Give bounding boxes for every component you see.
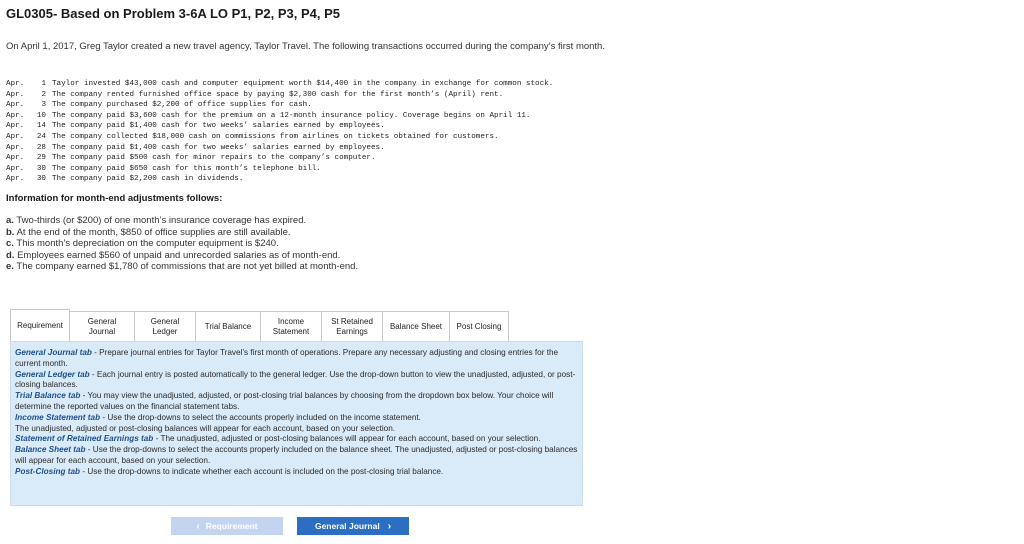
transaction-row: Apr. 30 The company paid $2,200 cash in dividends.: [6, 175, 244, 184]
instruction-general-journal: General Journal tab - Prepare journal entries for Taylor Travel’s first month of operations. Prepare any necessary adjusting and closing entries for the current month.: [15, 348, 559, 368]
next-general-journal-button[interactable]: [297, 517, 409, 535]
instruction-trial-balance: Trial Balance tab - You may view the unadjusted, adjusted, or post-closing trial balances by choosing from the dropdown box below. Your choice will determine the reported values on the financial statement tabs.: [15, 391, 554, 411]
adjustment-item: a. Two-thirds (or $200) of one month’s insurance coverage has expired.: [6, 215, 307, 226]
adjustment-item: c. This month’s depreciation on the computer equipment is $240.: [6, 238, 279, 250]
next-button-label: General Journal: [314, 521, 380, 531]
instruction-income-statement: Income Statement tab - Use the drop-downs to select the accounts properly included on the income statement.: [15, 412, 421, 422]
adjustment-item: b. At the end of the month, $850 of office supplies are still available.: [6, 226, 291, 238]
adjustment-item: e. The company earned $1,780 of commissions that are not yet billed at month-end.: [6, 261, 359, 273]
tab-general-ledger[interactable]: General Ledger: [134, 311, 196, 341]
transaction-row: Apr. 30 The company paid $650 cash for this month’s telephone bill.: [6, 164, 321, 173]
adjustment-item: d. Employees earned $560 of unpaid and unrecorded salaries as of month-end.: [6, 249, 341, 261]
transaction-row: Apr. 24 The company collected $18,000 cash on commissions from airlines on tickets obtained for customers.: [6, 132, 499, 141]
tab-bar: [10, 309, 508, 341]
tab-post-closing[interactable]: Post Closing: [449, 311, 509, 341]
transaction-row: Apr. 10 The company paid $3,600 cash for the premium on a 12-month insurance policy. Coverage begins on April 11.: [6, 111, 531, 120]
adjustments-list: [6, 215, 358, 273]
instruction-balance-sheet: Balance Sheet tab - Use the drop-downs to select the accounts properly included on the balance sheet. The unadjusted, adjusted or post-closing balances will appear for each account, based on your selection.: [15, 445, 578, 465]
prev-button-label: Requirement: [205, 521, 258, 531]
transactions-list: [6, 79, 553, 185]
chevron-left-icon: ‹: [196, 520, 200, 532]
transaction-row: Apr. 29 The company paid $500 cash for minor repairs to the company’s computer.: [6, 154, 376, 163]
instruction-post-closing: Post-Closing tab - Use the drop-downs to indicate whether each account is included on the post-closing trial balance.: [15, 466, 444, 476]
transaction-row: Apr. 28 The company paid $1,400 cash for two weeks’ salaries earned by employees.: [6, 143, 385, 152]
instruction-income-statement-note: The unadjusted, adjusted or post-closing balances will appear for each account, based on your selection.: [15, 423, 396, 433]
tab-requirement[interactable]: Requirement: [10, 309, 70, 341]
prev-requirement-button[interactable]: [171, 517, 283, 535]
adjustments-heading: Information for month-end adjustments follows:: [6, 193, 223, 204]
tab-balance-sheet[interactable]: Balance Sheet: [382, 311, 450, 341]
transaction-row: Apr. 3 The company purchased $2,200 of office supplies for cash.: [6, 101, 312, 110]
tab-income-statement[interactable]: Income Statement: [260, 311, 322, 341]
transaction-row: Apr. 2 The company rented furnished office space by paying $2,300 cash for the first month’s (April) rent.: [6, 90, 504, 99]
instructions-panel: [10, 341, 583, 506]
tab-st-retained-earnings[interactable]: St Retained Earnings: [321, 311, 383, 341]
page-title: GL0305- Based on Problem 3-6A LO P1, P2, P3, P4, P5: [6, 6, 341, 21]
intro-text: On April 1, 2017, Greg Taylor created a new travel agency, Taylor Travel. The following transactions occurred during the company’s first month.: [6, 41, 605, 52]
instruction-general-ledger: General Ledger tab - Each journal entry is posted automatically to the general ledger. Use the drop-down button to view the unadjusted, adjusted, or post-closing balances.: [15, 369, 576, 390]
tab-general-journal[interactable]: General Journal: [69, 311, 135, 341]
transaction-row: Apr. 1 Taylor invested $43,000 cash and computer equipment worth $14,400 in the company in exchange for common stock.: [6, 80, 554, 88]
chevron-right-icon: ›: [387, 520, 392, 532]
transaction-row: Apr. 14 The company paid $1,400 cash for two weeks’ salaries earned by employees.: [6, 122, 385, 131]
tab-trial-balance[interactable]: Trial Balance: [195, 311, 261, 341]
instruction-retained-earnings: Statement of Retained Earnings tab - The unadjusted, adjusted or post-closing balances will appear for each account, based on your selection.: [15, 434, 541, 444]
